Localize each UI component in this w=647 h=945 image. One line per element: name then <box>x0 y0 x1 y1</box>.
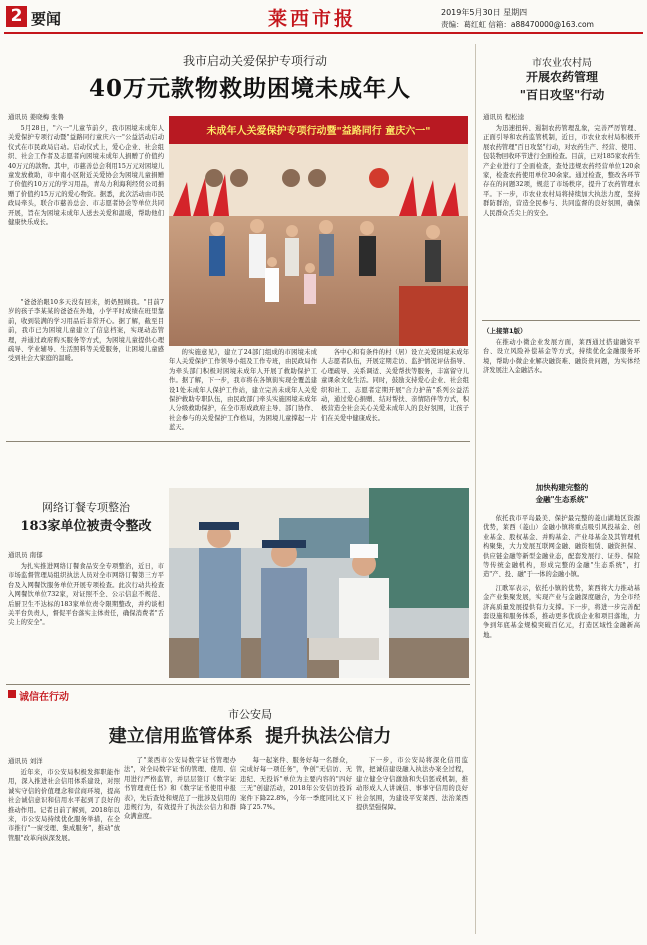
continued-label: （上接第1版） <box>483 327 527 335</box>
bottom-tag: 诚信在行动 <box>19 692 69 703</box>
inspection-photo <box>169 488 469 678</box>
lead-paragraph: 各中心和有条件的村（居）设立关爱困境未成年人志愿者队伍，开展定期走访、监护情况评估指导、心理疏导、关系调适、关爱帮扶等服务，丰富留守儿童课余文化生活。同时，鼓励支持爱心企业、社会组织和社工、志愿者定期开展"合力护苗"系列公益活动，通过爱心捐赠、结对帮扶、亲情陪伴等方式，积极营造全社会关心关爱未成年人的良好氛围，让孩子们在关爱中健康成长。 <box>321 349 469 422</box>
right1-byline: 通讯员 程松逵 <box>483 113 525 121</box>
lead-column-1b <box>8 298 164 438</box>
tag-marker <box>8 690 16 698</box>
right1-paragraph: 为迅速扭转、遏制农药管理乱象，完善严厉管理、正面引导和农药监管机制，近日，市农业农村局积极开展农药管理"百日攻坚"行动，对农药生产、经营、使用、包装物回收环节进行全面检查。目前，已对185家农药生产企业进行了全面检查，查处违规农药经营单位120余家，检查农药使用单位30余家。通过检查，整改各环节存在的问题32项，规范了市场秩序，提升了农药管理水平。下一步，市农业农村局将持续加大执法力度，坚持群防群治，营造全民参与、共同监督的良好氛围，确保人民群众舌尖上的安全。 <box>483 125 640 217</box>
bottom-kicker: 市公安局 <box>228 708 272 721</box>
lead-headline: 40万元款物救助困境未成年人 <box>88 75 411 102</box>
ceremony-scene <box>169 116 468 346</box>
lead-paragraph: "爸爸治眼10多天没有回来，奶奶照顾我。"目前7岁的孩子李某某的爸爸在外地，小学平时成绩在班里靠前，收到装满的学习用品后非常开心。据了解，截至目前，我市已为困境儿童建立了信息档案，实现动态管理，并通过政府购买服务等方式，为困境儿童提供心理疏导、学业辅导、生活照料等关爱服务，让困境儿童感受到社会大家庭的温暖。 <box>8 299 164 363</box>
lead-column-3 <box>321 348 469 438</box>
header-rule <box>4 32 643 34</box>
bottom-column-3 <box>240 756 352 938</box>
bottom-column-2 <box>124 756 236 938</box>
column-divider <box>475 44 476 934</box>
right3-kicker: 加快构建完整的 <box>535 483 589 492</box>
section-title: 要闻 <box>31 10 62 28</box>
mid-headline: 183家单位被责令整改 <box>20 519 152 534</box>
issue-date: 2019年5月30日 星期四 <box>441 8 528 17</box>
lead-photo <box>169 116 468 346</box>
section-rule <box>482 320 640 321</box>
right1-headline-1: 开展农药管理 <box>525 70 598 84</box>
right3-paragraph: 依托我市平岛最美、保护最完整的菱山湖地区资源优势，莱西（菱山）金融小镇将重点吸引风投基金、创业基金、股权基金、并购基金、产业母基金及其管理机构聚集，大力发展互联网金融、融资租赁、融资担保、供应链金融等新型金融业态，配套发展行、证券、保险等传统金融机构，形成完整的金融"生态系统"，打造"产、投、融"于一体的金融小镇。 <box>483 515 640 579</box>
lead-kicker: 我市启动关爱保护专项行动 <box>182 54 327 68</box>
page-number-badge: 2 <box>6 6 27 27</box>
lead-paragraph: 的实施意见》，建立了24部门组成的市困境未成年人关爱保护工作领导小组及工作专班，由民政局作为牵头部门积极对困境未成年人开展了救助保护工作。据了解，下一步，我市将在各镇街实现全覆盖建设1处未成年人保护工作站，建立完善未成年人关爱保护救助专职队伍，由民政部门牵头实施困境未成年人分级救助保护，在全市形成政府主导、部门协作、社会参与的关爱保护工作格局，为困境儿童撑起一片蓝天。 <box>169 349 317 432</box>
right3-paragraph: 江歌军表示，依托小镇的优势，莱西将大力推动基金产业集聚发展，实现产业与金融深度融合，为全市经济高质量发展提供有力支撑。下一步，将进一步完善配套设施和服务体系，推动更多优质企业和项目落地，力争到年底基金规模突破百亿元，打造区域性金融新高地。 <box>483 584 640 639</box>
inspection-scene <box>169 488 469 678</box>
right1-column <box>483 112 640 317</box>
right1-kicker: 市农业农村局 <box>532 58 592 69</box>
right2-paragraph: 在推动小微企业发展方面，莱西通过搭建融资平台、设立风险补偿基金等方式，持续优化金融服务环境，帮助小微企业解决融资难、融资贵问题，为实体经济发展注入金融活水。 <box>483 339 640 375</box>
masthead-logo: 莱西市报 <box>268 8 357 30</box>
bottom-paragraph: 近年来，市公安局积极发挥职能作用，深入推进社会信用体系建设，对照诚实守信的价值理念和营商环境，提高社会诚信意识和信用水平起到了良好的推动作用。记者日前了解到，2018年以来，市公安局持续优化服务举措，在全市推行"一窗受理、集成服务"，推动"放管服"改革向纵深发展。 <box>8 769 120 842</box>
bottom-headline: 建立信用监管体系 提升执法公信力 <box>108 726 392 747</box>
lead-column-2 <box>169 348 317 438</box>
lead-paragraph: 5月28日，"六一"儿童节前夕，我市困境未成年人关爱保护专项行动暨"益路同行童庆六一"公益活动启动仪式在市民政局启动。启动仪式上，爱心企业、社会组织、社会工作者及志愿者向困境未成年人捐赠了价值约40万元的款物。其中，市慈善总会利用15万元对困境儿童发放救助，市中南小区附近关爱协会为困境儿童捐赠了价值约10万元的学习用品，青岛力利海利经贸公司捐赠了价值约15万元的爱心物资。据悉，此次活动由市民政局牵头，联合市慈善总会、市志愿者协会等单位共同开展，旨在为困境未成年人送去关爱和温暖，帮助他们健康快乐成长。 <box>8 125 164 227</box>
mid-byline: 通讯员 南郁 <box>8 551 43 559</box>
lead-column-1 <box>8 112 164 312</box>
mid-column <box>8 550 164 680</box>
lead-byline: 通讯员 姜晓梅 张鲁 <box>8 113 65 121</box>
photo-banner: 未成年人关爱保护专项行动暨"益路同行 童庆六一" <box>206 126 431 137</box>
right3-column <box>483 514 640 934</box>
bottom-paragraph: 了"莱西市公安局数字证书管理办法"，对全局数字证书的管理、使用、信用进行严格监管，并层层签订《数字证书管理责任书》和《数字证书使用申报表》，先后查处和规范了一批涉及信用的违规行为，有效提升了执法公信力和群众满意度。 <box>124 757 236 821</box>
bottom-paragraph: 每一起案件、服务好每一名群众，完成好每一项任务"，争创"无信访、无违纪、无投诉"单位为主要内容的"四好三无"创建活动，2018年公安信访投诉案件下降22.8%，今年一季度同比又下降了25.7%。 <box>240 757 352 812</box>
bottom-column-4 <box>356 756 468 938</box>
mid-paragraph: 为扎实推进网络订餐食品安全专项整治，近日，市市场监督管理局组织执法人员对全市网络订餐第三方平台及入网餐饮服务单位开展专项检查。此次行动共检查入网餐饮单位732家，对证照不全、公示信息不规范、后厨卫生不达标的183家单位责令限期整改，并约谈相关平台负责人，督促平台落实主体责任，确保消费者"舌尖上的安全"。 <box>8 563 164 627</box>
bottom-byline: 通讯员 刘洋 <box>8 757 43 765</box>
editor-info: 责编：葛红虹 信箱：a88470000@163.com <box>441 20 594 29</box>
mid-kicker: 网络订餐专项整治 <box>42 501 130 514</box>
section-rule <box>6 441 470 442</box>
section-rule <box>6 684 470 685</box>
right3-headline: 金融"生态系统" <box>535 495 589 504</box>
bottom-paragraph: 下一步，市公安局将深化信用监管，把诚信建设融入执法办案全过程，建立健全守信激励和失信惩戒机制，推动形成人人讲诚信、事事守信用的良好社会氛围，为建设平安莱西、法治莱西提供坚强保障。 <box>356 757 468 812</box>
right1-headline-2: "百日攻坚"行动 <box>519 88 605 102</box>
bottom-column-1 <box>8 756 120 938</box>
right2-column <box>483 326 640 446</box>
